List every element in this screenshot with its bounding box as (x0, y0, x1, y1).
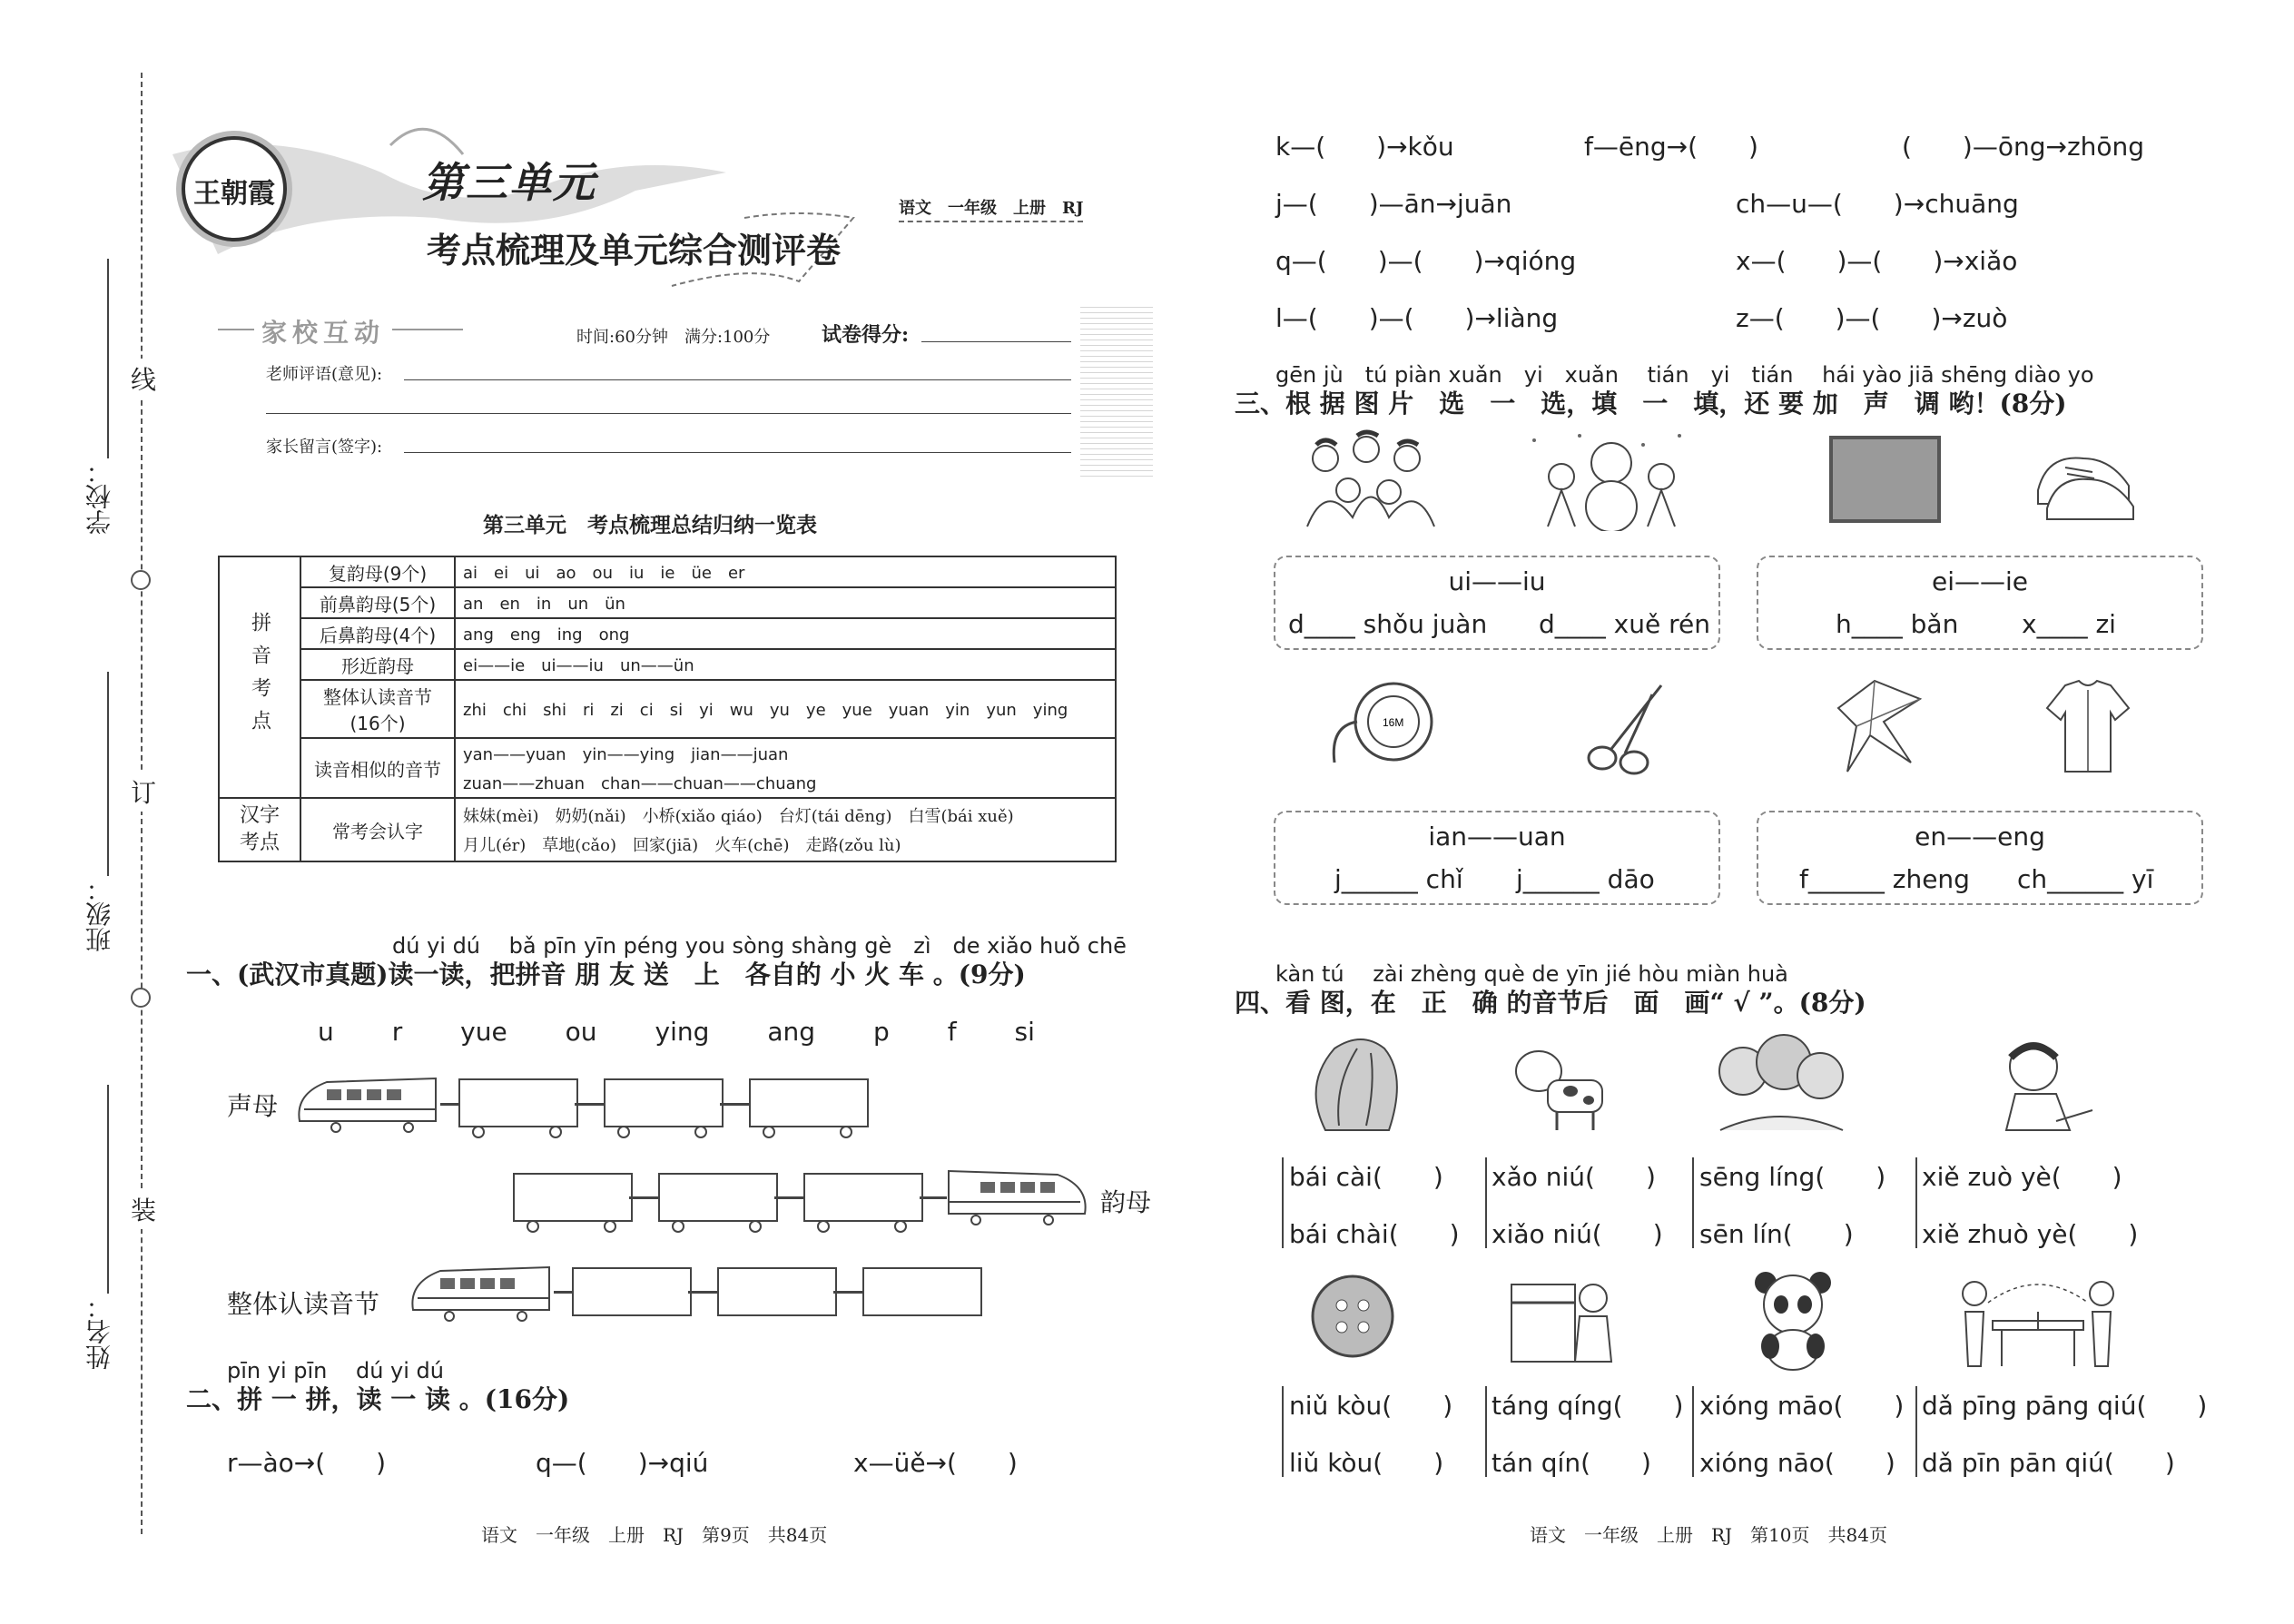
q1-letters (318, 1017, 1035, 1047)
time-info: 时间:60分钟 满分:100分 (576, 328, 771, 347)
q2-item[interactable]: l—( )—( )→liàng (1275, 303, 1559, 333)
q3-pair: ei——ie (1931, 566, 2028, 596)
q4-option[interactable]: bái chài( ) (1289, 1219, 1460, 1249)
letter-card[interactable]: r (391, 1017, 403, 1047)
binding-circle-1 (131, 570, 151, 590)
teacher-comment-label: 老师评语(意见): (266, 365, 383, 384)
score-label: 试卷得分: (822, 323, 910, 347)
button-picture (1307, 1271, 1398, 1362)
class-field[interactable] (107, 672, 109, 876)
seal-char-1: 线 (129, 359, 158, 399)
train1-label: 声母 (227, 1091, 279, 1121)
name-field[interactable] (107, 1085, 109, 1294)
q3-box-2 (1757, 556, 2203, 650)
parent-message-line[interactable] (404, 452, 1071, 453)
q4-option[interactable]: xiǎo niú( ) (1492, 1219, 1663, 1249)
row-label: 形近韵母 (300, 649, 455, 680)
train1-wagon-1[interactable] (458, 1078, 578, 1127)
letter-card[interactable]: si (1014, 1017, 1035, 1047)
q2-item[interactable]: q—( )—( )→qióng (1275, 246, 1577, 276)
train3-wagon-3[interactable] (862, 1267, 982, 1316)
q2-item[interactable]: k—( )→kǒu (1275, 132, 1454, 162)
row-content: ei——ie ui——iu un——ün (455, 649, 1116, 680)
q4-option[interactable]: tán qín( ) (1492, 1448, 1651, 1478)
q3-pair: en——eng (1915, 822, 2045, 851)
letter-card[interactable]: yue (460, 1017, 507, 1047)
q2-item[interactable]: j—( )—ān→juān (1275, 189, 1512, 219)
q3-answer-b[interactable]: x____ zi (2022, 609, 2116, 639)
class-label: 班级： (84, 876, 114, 952)
ping-pong-picture (1952, 1266, 2124, 1371)
q3-answer-a[interactable]: f______ zheng (1799, 864, 1970, 894)
hanzi-content: 妹妹(mèi) 奶奶(nǎi) 小桥(xiǎo qiáo) 台灯(tái dēng) 白雪(bái xuě) 月儿(ér) 草地(cǎo) 回家(jiā) 火车(chē) 走路(zǒu lù) (455, 798, 1116, 861)
binding-circle-2 (131, 988, 151, 1008)
subject-tag: 语文 一年级 上册 RJ (899, 195, 1083, 222)
q2-item[interactable]: q—( )→qiú (536, 1448, 709, 1478)
piano-player-picture (1502, 1266, 1625, 1371)
teacher-comment-line-1[interactable] (404, 379, 1071, 380)
q3-box-4 (1757, 811, 2203, 905)
train1-wagon-3[interactable] (749, 1078, 869, 1127)
q4-option[interactable]: xiě zhuò yè( ) (1922, 1219, 2139, 1249)
row-content: yan——yuan yin——ying jian——juan zuan——zhuan chan——chuan——chuang (455, 738, 1116, 798)
scissors-picture (1580, 676, 1670, 776)
cow-picture (1498, 1035, 1616, 1135)
q3-pair: ui——iu (1448, 566, 1546, 596)
q3-answer-a[interactable]: h____ bǎn (1836, 609, 1959, 639)
train3-label: 整体认读音节 (227, 1289, 380, 1319)
parent-message-label: 家长留言(签字): (266, 438, 383, 457)
letter-card[interactable]: p (872, 1017, 890, 1047)
q2-item[interactable]: ( )—ōng→zhōng (1902, 132, 2145, 162)
logo-text: 王朝霞 (193, 178, 275, 210)
q3-box-1 (1274, 556, 1720, 650)
row-content: ai ei ui ao ou iu ie üe er (455, 556, 1116, 587)
train3-wagon-2[interactable] (717, 1267, 837, 1316)
q4-option[interactable]: bái cài( ) (1289, 1162, 1443, 1192)
header-deco-right (1080, 304, 1153, 477)
shirt-picture (2038, 676, 2138, 776)
children-group-picture (1298, 427, 1443, 531)
footer-right: 语文 一年级 上册 RJ 第10页 共84页 (1530, 1524, 1887, 1546)
q3-answer-b[interactable]: j______ dāo (1516, 864, 1655, 894)
letter-card[interactable]: f (947, 1017, 957, 1047)
letter-card[interactable]: ou (565, 1017, 597, 1047)
q2-pinyin: pīn yi pīn dú yi dú (227, 1358, 445, 1383)
row-label: 复韵母(9个) (300, 556, 455, 587)
q4-option[interactable]: niǔ kòu( ) (1289, 1391, 1453, 1421)
q2-title: 二、拼 一 拼，读 一 读 。(16分) (186, 1384, 570, 1414)
summary-title: 第三单元 考点梳理总结归纳一览表 (483, 513, 817, 537)
page-subtitle: 考点梳理及单元综合测评卷 (427, 230, 842, 271)
score-field[interactable] (921, 341, 1071, 342)
snowman-picture (1525, 427, 1698, 531)
q3-box-3 (1274, 811, 1720, 905)
shoes-picture (2029, 436, 2138, 522)
train2-wagon-3[interactable] (803, 1173, 923, 1222)
cat-pinyin: 拼音考点 (219, 556, 300, 798)
row-content: zhi chi shi ri zi ci si yi wu yu ye yue yuan yin yun ying (455, 680, 1116, 738)
q2-item[interactable]: x—üě→( ) (853, 1448, 1018, 1478)
q3-answer-b[interactable]: ch______ yī (2017, 864, 2154, 894)
seal-char-3: 装 (129, 1189, 158, 1229)
q4-option[interactable]: dǎ pīng pāng qiú( ) (1922, 1391, 2208, 1421)
letter-card[interactable]: u (318, 1017, 334, 1047)
teacher-comment-line-2[interactable] (266, 413, 1071, 414)
unit-title: 第三单元 (422, 158, 596, 207)
cat-hanzi: 汉字考点 (219, 798, 300, 861)
q2-item[interactable]: f—ēng→( ) (1584, 132, 1758, 162)
panda-picture (1743, 1266, 1843, 1371)
q3-pinyin: gēn jù tú piàn xuǎn yi xuǎn tián yi tián hái yào jiā shēng diào yo (1275, 362, 2094, 388)
q2-item[interactable]: ch—u—( )→chuāng (1736, 189, 2019, 219)
name-label: 姓名： (84, 1294, 114, 1370)
hanzi-label: 常考会认字 (300, 798, 455, 861)
row-label: 读音相似的音节 (300, 738, 455, 798)
q3-pair: ian——uan (1428, 822, 1566, 851)
brand-logo (182, 136, 287, 241)
q2-item[interactable]: x—( )—( )→xiǎo (1736, 246, 2018, 276)
q4-option[interactable]: dǎ pīn pān qiú( ) (1922, 1448, 2175, 1478)
q4-option[interactable]: táng qíng( ) (1492, 1391, 1684, 1421)
q3-answer-b[interactable]: d____ xuě rén (1539, 609, 1710, 639)
kite-picture (1820, 672, 1938, 781)
blackboard-picture (1829, 436, 1941, 523)
q4-option[interactable]: sēng líng( ) (1699, 1162, 1886, 1192)
q1-title: 一、(武汉市真题)读一读，把拼音 朋 友 送 上 各自的 小 火 车 。(9分) (186, 960, 1026, 989)
q4-option[interactable]: xiě zuò yè( ) (1922, 1162, 2122, 1192)
train3-engine (404, 1260, 554, 1324)
row-content: ang eng ing ong (455, 618, 1116, 649)
train2-wagon-2[interactable] (658, 1173, 778, 1222)
q2-item[interactable]: z—( )—( )→zuò (1736, 303, 2008, 333)
train2-engine (944, 1164, 1094, 1227)
tape-measure-picture (1321, 672, 1457, 776)
train1-engine (290, 1071, 440, 1135)
letter-card[interactable]: ying (655, 1017, 710, 1047)
row-label: 前鼻韵母(5个) (300, 587, 455, 618)
row-content: an en in un ün (455, 587, 1116, 618)
cabbage-picture (1298, 1030, 1407, 1135)
q4-option[interactable]: xióng māo( ) (1699, 1391, 1905, 1421)
q3-answer-a[interactable]: d____ shǒu juàn (1288, 609, 1488, 639)
q3-answer-a[interactable]: j______ chǐ (1334, 864, 1463, 894)
school-field[interactable] (107, 259, 109, 458)
train3-wagon-1[interactable] (572, 1267, 692, 1316)
summary-table (218, 556, 1117, 862)
tape-label: 16M (1383, 716, 1404, 729)
q4-pinyin: kàn tú zài zhèng què de yīn jié hòu miàn huà (1275, 961, 1788, 987)
boy-writing-picture (1979, 1030, 2097, 1135)
home-school-badge: 家校互动 (218, 313, 472, 346)
row-label: 整体认读音节(16个) (300, 680, 455, 738)
q4-option[interactable]: sēn lín( ) (1699, 1219, 1854, 1249)
letter-card[interactable]: ang (767, 1017, 816, 1047)
q3-title: 三、根 据 图 片 选 一 选，填 一 填，还 要 加 声 调 哟！(8分) (1235, 389, 2067, 418)
q4-title: 四、看 图，在 正 确 的音节后 面 画“ √ ”。(8分) (1235, 988, 1866, 1018)
q1-pinyin: dú yi dú bǎ pīn yīn péng you sòng shàng gè zì de xiǎo huǒ chē (392, 933, 1127, 959)
train1-wagon-2[interactable] (604, 1078, 724, 1127)
footer-left: 语文 一年级 上册 RJ 第9页 共84页 (481, 1524, 828, 1546)
q4-option[interactable]: liǔ kòu( ) (1289, 1448, 1444, 1478)
train2-wagon-1[interactable] (513, 1173, 633, 1222)
q4-option[interactable]: xióng nāo( ) (1699, 1448, 1895, 1478)
forest-picture (1716, 1030, 1847, 1135)
q2-item[interactable]: r—ào→( ) (227, 1448, 387, 1478)
school-label: 学校： (84, 458, 114, 535)
train2-label: 韵母 (1100, 1187, 1152, 1217)
q4-option[interactable]: xǎo niú( ) (1492, 1162, 1656, 1192)
seal-char-2: 订 (129, 772, 158, 812)
row-label: 后鼻韵母(4个) (300, 618, 455, 649)
